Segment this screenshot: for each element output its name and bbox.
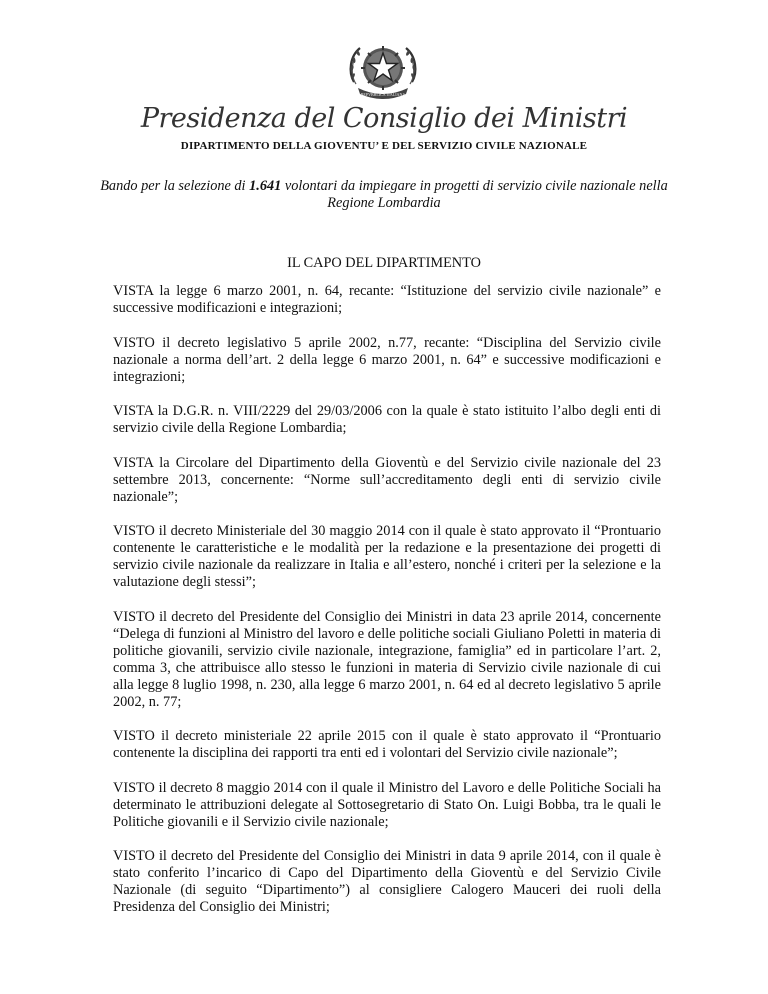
- recital-paragraph: VISTO il decreto del Presidente del Consiglio dei Ministri in data 23 aprile 2014, concernente “Delega di funzioni al Ministro del lavoro e delle politiche sociali Giuliano Poletti in materia di politiche giovanili, servizio civile nazionale, integrazione, famiglia” ed in particolare l’art. 2, comma 3, che attribuisce allo stesso le funzioni in materia di Servizio civile nazionale di cui alla legge 8 luglio 1998, n. 230, alla legge 6 marzo 2001, n. 64 ed al decreto legislativo 5 aprile 2002, n. 77;: [113, 608, 661, 710]
- recital-paragraph: VISTA la Circolare del Dipartimento della Gioventù e del Servizio civile nazionale del 23 settembre 2013, concernente: “Norme sull’accreditamento degli enti di servizio civile nazionale”;: [113, 454, 661, 505]
- notice-title-suffix: volontari da impiegare in progetti di servizio civile nazionale nella Regione Lombardia: [281, 178, 668, 211]
- notice-title-prefix: Bando per la selezione di: [100, 178, 250, 194]
- recital-paragraph: VISTO il decreto del Presidente del Consiglio dei Ministri in data 9 aprile 2014, con il quale è stato conferito l’incarico di Capo del Dipartimento della Gioventù e del Servizio Civile Nazionale (di seguito “Dipartimento”) al consigliere Calogero Mauceri dei ruoli della Presidenza del Consiglio dei Ministri;: [113, 848, 661, 915]
- section-heading: IL CAPO DEL DIPARTIMENTO: [287, 255, 481, 271]
- svg-text:REPVBBLICA ITALIANA: REPVBBLICA ITALIANA: [360, 92, 406, 97]
- italian-republic-emblem-icon: [344, 38, 422, 102]
- recital-paragraph: VISTO il decreto 8 maggio 2014 con il quale il Ministro del Lavoro e delle Politiche Sociali ha determinato le attribuzioni delegate al Sottosegretario di Stato On. Luigi Bobba, tra le quali le Politiche giovanili e il Servizio civile nazionale;: [113, 779, 661, 830]
- document-body: [113, 283, 661, 934]
- department-name: DIPARTIMENTO DELLA GIOVENTU’ E DEL SERVIZIO CIVILE NAZIONALE: [180, 140, 588, 152]
- institution-name: Presidenza del Consiglio dei Ministri: [140, 103, 628, 134]
- recital-paragraph: VISTA la D.G.R. n. VIII/2229 del 29/03/2006 con la quale è stato istituito l’albo degli enti di servizio civile della Regione Lombardia;: [113, 403, 661, 436]
- recital-paragraph: VISTO il decreto legislativo 5 aprile 2002, n.77, recante: “Disciplina del Servizio civile nazionale a norma dell’art. 2 della legge 6 marzo 2001, n. 64” e successive modificazioni e integrazioni;: [113, 334, 661, 385]
- recital-paragraph: VISTO il decreto ministeriale 22 aprile 2015 con il quale è stato approvato il “Prontuario contenente la disciplina dei rapporti tra enti ed i volontari del Servizio civile nazionale”;: [113, 728, 661, 761]
- recital-paragraph: VISTO il decreto Ministeriale del 30 maggio 2014 con il quale è stato approvato il “Prontuario contenente le caratteristiche e le modalità per la redazione e la presentazione dei progetti di servizio civile nazionale da realizzare in Italia e all’estero, nonché i criteri per la selezione e la valutazione degli stessi”;: [113, 523, 661, 590]
- volunteer-count: 1.641: [249, 178, 282, 194]
- recital-paragraph: VISTA la legge 6 marzo 2001, n. 64, recante: “Istituzione del servizio civile nazionale” e successive modificazioni e integrazioni;: [113, 283, 661, 316]
- notice-title: [100, 178, 668, 212]
